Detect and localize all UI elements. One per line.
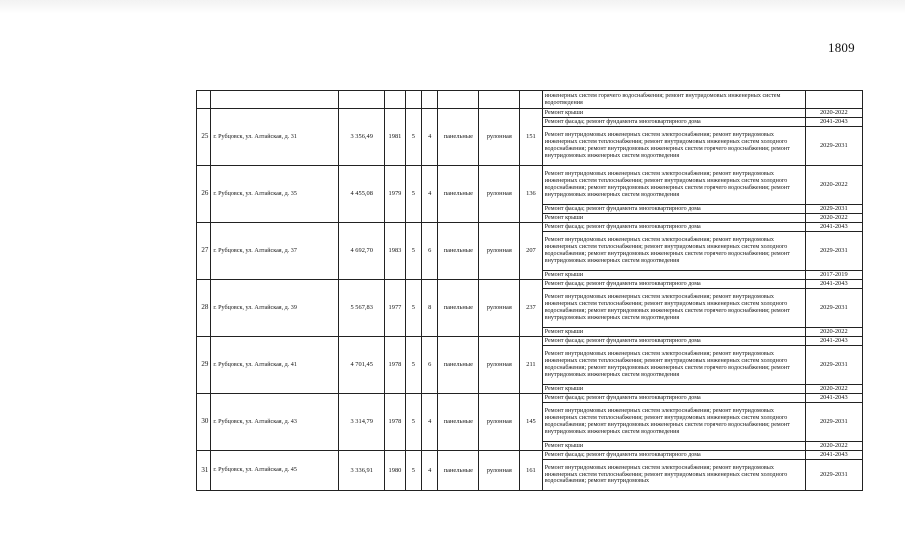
repair-work-description: Ремонт внутридомовых инженерных систем электроснабжения; ремонт внутридомовых инженерных систем теплоснабжения; ремонт внутридомовых инженерных систем холодного водоснабжения; ремонт внутридомовых инженерных систем горячего водоснабжения; ремонт внутридомовых инженерных систем водоотведения — [542, 232, 805, 271]
repair-period: 2029-2031 — [805, 403, 862, 442]
repair-work-description: Ремонт фасада; ремонт фундамента многоквартирного дома — [542, 118, 805, 127]
repair-work-description: Ремонт внутридомовых инженерных систем электроснабжения; ремонт внутридомовых инженерных систем теплоснабжения; ремонт внутридомовых инженерных систем холодного водоснабжения; ремонт внутридомовых инженерных систем горячего водоснабжения; ремонт внутридомовых инженерных систем водоотведения — [542, 346, 805, 385]
build-year: 1981 — [385, 109, 405, 166]
repair-work-description: Ремонт крыши — [542, 442, 805, 451]
page-number: 1809 — [828, 40, 855, 55]
repair-period: 2041-2043 — [805, 280, 862, 289]
table-row — [197, 91, 863, 109]
row-number: 27 — [197, 223, 211, 280]
build-year: 1980 — [385, 451, 405, 491]
repair-period: 2041-2043 — [805, 223, 862, 232]
repair-period: 2020-2022 — [805, 442, 862, 451]
table-body — [197, 91, 863, 491]
repair-period: 2020-2022 — [805, 328, 862, 337]
roof-type: рулонная — [479, 109, 520, 166]
floors-count: 5 — [405, 109, 421, 166]
repair-period: 2029-2031 — [805, 232, 862, 271]
roof-type: рулонная — [479, 280, 520, 337]
wall-material: панельные — [438, 337, 479, 394]
floors-count: 5 — [405, 166, 421, 223]
wall-material: панельные — [438, 280, 479, 337]
floors-count: 5 — [405, 223, 421, 280]
repair-work-description: Ремонт внутридомовых инженерных систем электроснабжения; ремонт внутридомовых инженерных систем теплоснабжения; ремонт внутридомовых инженерных систем холодного водоснабжения; ремонт внутридомовых инженерных систем горячего водоснабжения; ремонт внутридомовых инженерных систем водоотведения — [542, 127, 805, 166]
house-address: г. Рубцовск, ул. Алтайская, д. 37 — [211, 223, 339, 280]
repair-work-description: Ремонт фасада; ремонт фундамента многоквартирного дома — [542, 337, 805, 346]
apartments-count: 207 — [520, 223, 543, 280]
floors-count: 5 — [405, 394, 421, 451]
row-number: 30 — [197, 394, 211, 451]
repair-work-description: Ремонт фасада; ремонт фундамента многоквартирного дома — [542, 451, 805, 460]
build-year: 1977 — [385, 280, 405, 337]
repair-period: 2029-2031 — [805, 127, 862, 166]
entrances-count: 4 — [422, 109, 438, 166]
roof-type: рулонная — [479, 166, 520, 223]
total-area: 4 701,45 — [339, 337, 385, 394]
repair-period: 2041-2043 — [805, 118, 862, 127]
house-address: г. Рубцовск, ул. Алтайская, д. 31 — [211, 109, 339, 166]
scan-edge — [0, 0, 905, 14]
repair-work-description: Ремонт фасада; ремонт фундамента многоквартирного дома — [542, 280, 805, 289]
repair-work-description: Ремонт фасада; ремонт фундамента многоквартирного дома — [542, 205, 805, 214]
floors-count: 5 — [405, 451, 421, 491]
total-area: 4 692,70 — [339, 223, 385, 280]
repair-work-description: Ремонт крыши — [542, 385, 805, 394]
row-number: 26 — [197, 166, 211, 223]
roof-type — [479, 91, 520, 109]
house-address: г. Рубцовск, ул. Алтайская, д. 41 — [211, 337, 339, 394]
build-year: 1978 — [385, 394, 405, 451]
apartments-count: 211 — [520, 337, 543, 394]
repair-period: 2041-2043 — [805, 394, 862, 403]
repair-period: 2020-2022 — [805, 385, 862, 394]
row-number: 25 — [197, 109, 211, 166]
total-area: 4 455,08 — [339, 166, 385, 223]
repair-work-description: Ремонт фасада; ремонт фундамента многоквартирного дома — [542, 223, 805, 232]
table-row — [197, 166, 863, 205]
total-area — [339, 91, 385, 109]
repair-period: 2020-2022 — [805, 109, 862, 118]
repair-work-description: Ремонт внутридомовых инженерных систем электроснабжения; ремонт внутридомовых инженерных систем теплоснабжения; ремонт внутридомовых инженерных систем холодного водоснабжения; ремонт внутридомовых инженерных систем горячего водоснабжения; ремонт внутридомовых инженерных систем водоотведения — [542, 403, 805, 442]
roof-type: рулонная — [479, 337, 520, 394]
total-area: 3 314,79 — [339, 394, 385, 451]
apartments-count: 151 — [520, 109, 543, 166]
apartments-count: 136 — [520, 166, 543, 223]
repair-work-description: Ремонт крыши — [542, 214, 805, 223]
roof-type: рулонная — [479, 451, 520, 491]
floors-count: 5 — [405, 337, 421, 394]
row-number: 31 — [197, 451, 211, 491]
repair-work-description: инженерных систем горячего водоснабжения; ремонт внутридомовых инженерных систем водоотведения — [542, 91, 805, 109]
wall-material: панельные — [438, 451, 479, 491]
entrances-count: 6 — [422, 337, 438, 394]
repair-work-description: Ремонт фасада; ремонт фундамента многоквартирного дома — [542, 394, 805, 403]
repair-period: 2029-2031 — [805, 205, 862, 214]
apartments-count — [520, 91, 543, 109]
repair-period: 2029-2031 — [805, 289, 862, 328]
wall-material — [438, 91, 479, 109]
apartments-count: 161 — [520, 451, 543, 491]
wall-material: панельные — [438, 109, 479, 166]
entrances-count: 4 — [422, 451, 438, 491]
row-number: 28 — [197, 280, 211, 337]
wall-material: панельные — [438, 223, 479, 280]
entrances-count: 4 — [422, 394, 438, 451]
house-address: г. Рубцовск, ул. Алтайская, д. 35 — [211, 166, 339, 223]
repair-work-description: Ремонт крыши — [542, 271, 805, 280]
build-year — [385, 91, 405, 109]
apartments-count: 145 — [520, 394, 543, 451]
repair-period: 2041-2043 — [805, 337, 862, 346]
repair-period: 2020-2022 — [805, 166, 862, 205]
total-area: 5 567,83 — [339, 280, 385, 337]
entrances-count: 8 — [422, 280, 438, 337]
repair-period: 2017-2019 — [805, 271, 862, 280]
housing-repair-table — [196, 90, 863, 491]
total-area: 3 336,91 — [339, 451, 385, 491]
row-number — [197, 91, 211, 109]
build-year: 1983 — [385, 223, 405, 280]
repair-period: 2029-2031 — [805, 346, 862, 385]
entrances-count: 4 — [422, 166, 438, 223]
house-address: г. Рубцовск, ул. Алтайская, д. 43 — [211, 394, 339, 451]
entrances-count: 6 — [422, 223, 438, 280]
table-row — [197, 223, 863, 232]
repair-period: 2029-2031 — [805, 460, 862, 491]
build-year: 1979 — [385, 166, 405, 223]
table-row — [197, 394, 863, 403]
wall-material: панельные — [438, 166, 479, 223]
house-address: г. Рубцовск, ул. Алтайская, д. 39 — [211, 280, 339, 337]
house-address — [211, 91, 339, 109]
roof-type: рулонная — [479, 223, 520, 280]
table-row — [197, 337, 863, 346]
repair-period: 2020-2022 — [805, 214, 862, 223]
repair-work-description: Ремонт крыши — [542, 328, 805, 337]
build-year: 1978 — [385, 337, 405, 394]
repair-period — [805, 91, 862, 109]
floors-count: 5 — [405, 280, 421, 337]
table-row — [197, 451, 863, 460]
repair-work-description: Ремонт внутридомовых инженерных систем электроснабжения; ремонт внутридомовых инженерных систем теплоснабжения; ремонт внутридомовых инженерных систем холодного водоснабжения; ремонт внутридомовых инженерных систем горячего водоснабжения; ремонт внутридомовых инженерных систем водоотведения — [542, 166, 805, 205]
repair-work-description: Ремонт внутридомовых инженерных систем электроснабжения; ремонт внутридомовых инженерных систем теплоснабжения; ремонт внутридомовых инженерных систем холодного водоснабжения; ремонт внутридомовых инженерных систем горячего водоснабжения; ремонт внутридомовых инженерных систем водоотведения — [542, 289, 805, 328]
repair-work-description: Ремонт внутридомовых инженерных систем электроснабжения; ремонт внутридомовых инженерных систем теплоснабжения; ремонт внутридомовых инженерных систем холодного водоснабжения; ремонт внутридомовых — [542, 460, 805, 491]
apartments-count: 237 — [520, 280, 543, 337]
repair-work-description: Ремонт крыши — [542, 109, 805, 118]
repair-period: 2041-2043 — [805, 451, 862, 460]
row-number: 29 — [197, 337, 211, 394]
floors-count — [405, 91, 421, 109]
table-row — [197, 280, 863, 289]
wall-material: панельные — [438, 394, 479, 451]
house-address: г. Рубцовск, ул. Алтайская, д. 45 — [211, 451, 339, 491]
table-row — [197, 109, 863, 118]
total-area: 3 356,49 — [339, 109, 385, 166]
roof-type: рулонная — [479, 394, 520, 451]
entrances-count — [422, 91, 438, 109]
